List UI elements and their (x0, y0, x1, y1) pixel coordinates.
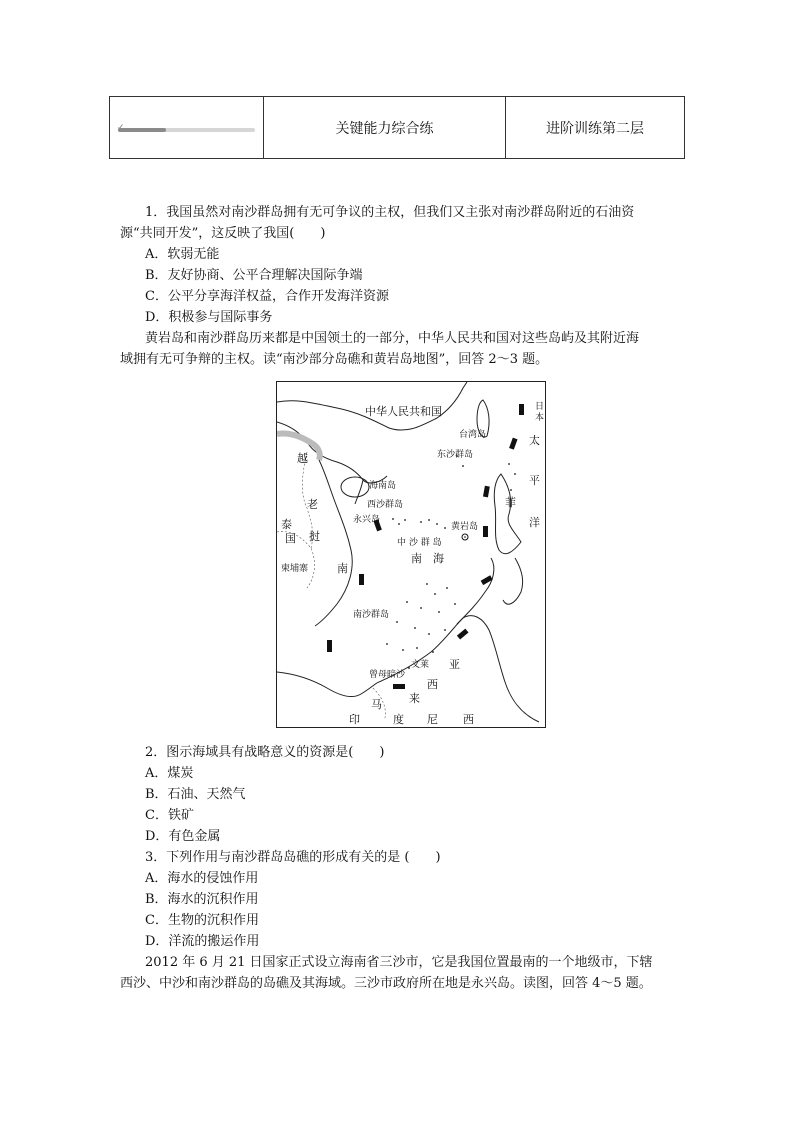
map-label-philippines: 菲 (505, 496, 516, 509)
island-dot (428, 633, 430, 635)
map-label-indonesia-2: 度 (393, 713, 404, 726)
luzon-island-shape (494, 474, 521, 554)
q1-stem-line2: 源“共同开发”，这反映了我国( ) (120, 226, 326, 241)
q2-option-a: A．煤炭 (145, 766, 194, 781)
intro1-line1: 黄岩岛和南沙群岛历来都是中国领土的一部分，中华人民共和国对这些岛屿及其附近海 (145, 331, 640, 346)
palawan-coast (457, 558, 494, 624)
map-label-taiwan: 台湾岛 (459, 430, 487, 440)
dash-line-6 (457, 629, 469, 640)
dash-line-5 (481, 575, 493, 585)
island-dot (508, 463, 510, 465)
map-label-china: 中华人民共和国 (365, 405, 442, 418)
map-label-xisha: 西沙群岛 (367, 500, 404, 510)
q1-option-d: D．积极参与国际事务 (145, 310, 273, 325)
map-label-indonesia-4: 西 (463, 713, 474, 726)
map-label-malaysia-3: 来 (409, 692, 420, 705)
dash-line-4 (483, 526, 488, 537)
island-dot (416, 647, 418, 649)
island-dot (510, 489, 512, 491)
dash-line-8 (327, 640, 332, 652)
map-label-nanhai: 南 海 (411, 552, 444, 565)
q3-option-c: C．生物的沉积作用 (145, 913, 259, 928)
map-label-indonesia-1: 印 (349, 713, 360, 726)
map-label-yongxing: 永兴岛 (353, 515, 381, 525)
map-label-indonesia-3: 尼 (427, 713, 438, 726)
map-label-malaysia-4: 马 (371, 698, 382, 711)
map-label-japan: 日本 (535, 402, 545, 423)
island-dot (438, 611, 440, 613)
map-label-huangyan: 黄岩岛 (451, 522, 479, 532)
header-progress-cell (110, 97, 264, 158)
island-dot (434, 593, 436, 595)
map-label-thailand-1: 泰 (281, 518, 292, 531)
map-label-pacific-1: 太 (529, 434, 540, 447)
island-dot (444, 629, 446, 631)
header-table (109, 96, 685, 159)
q1-option-a: A．软弱无能 (145, 247, 220, 262)
map-label-zengmu: 曾母暗沙 (369, 670, 406, 680)
q1-option-b: B．友好协商、公平合理解决国际争端 (145, 268, 363, 283)
malay-coastline (277, 672, 379, 696)
map-label-dongsha: 东沙群岛 (437, 450, 474, 460)
huangyan-marker-center (464, 536, 466, 538)
hainan-island-shape (341, 477, 369, 497)
map-label-brunei: 文莱 (411, 660, 430, 670)
island-dot (426, 583, 428, 585)
map-label-cambodia: 柬埔寨 (281, 564, 309, 574)
island-dot (396, 621, 398, 623)
q1-option-c: C．公平分享海洋权益，合作开发海洋资源 (145, 289, 389, 304)
progress-bar (118, 128, 255, 132)
q2-option-d: D．有色金属 (145, 829, 221, 844)
guangdong-coastline (277, 422, 387, 483)
island-dot (436, 523, 438, 525)
header-level-title: 进阶训练第二层 (546, 120, 644, 137)
map-label-laos-1: 老 (307, 498, 318, 511)
map-label-vietnam-south: 南 (337, 562, 348, 575)
dash-line-2 (509, 438, 517, 450)
island-dot (392, 518, 394, 520)
island-dot (404, 519, 406, 521)
intro2-line2: 西沙、中沙和南沙群岛的岛礁及其海域。三沙市政府所在地是永兴岛。读图，回答 4～5 题。 (120, 976, 652, 991)
island-dots (386, 455, 516, 669)
map-label-thailand-2: 国 (285, 532, 296, 545)
island-dot (420, 607, 422, 609)
map-label-zhongsha: 中 沙 群 岛 (397, 538, 442, 548)
dash-line-9 (359, 574, 364, 585)
island-dot (406, 601, 408, 603)
visayas-coast (503, 558, 523, 604)
q2-stem: 2．图示海域具有战略意义的资源是( ) (145, 745, 385, 760)
header-section-title: 关键能力综合练 (264, 97, 506, 158)
map-label-laos-2: 挝 (309, 530, 320, 543)
q2-option-c: C．铁矿 (145, 808, 194, 823)
map-label-vietnam: 越 (297, 452, 308, 465)
island-dot (454, 603, 456, 605)
dash-line-7 (393, 684, 405, 689)
map-label-hainan: 海南岛 (369, 481, 397, 491)
map-label-pacific-2: 平 (529, 474, 540, 487)
island-dot (428, 519, 430, 521)
dash-line-3 (483, 486, 490, 498)
island-dot (402, 649, 404, 651)
island-dot (514, 473, 516, 475)
south-china-sea-map (276, 381, 546, 728)
q3-stem: 3．下列作用与南沙群岛岛礁的形成有关的是 ( ) (145, 850, 441, 865)
island-dot (446, 587, 448, 589)
intro2-line1: 2012 年 6 月 21 日国家正式设立海南省三沙市，它是我国位置最南的一个地级市，下辖 (145, 955, 653, 970)
island-dot (462, 465, 464, 467)
q3-option-b: B．海水的沉积作用 (145, 892, 259, 907)
map-label-nansha: 南沙群岛 (353, 610, 390, 620)
map-label-malaysia-1: 亚 (449, 658, 460, 671)
q1-stem-line1: 1．我国虽然对南沙群岛拥有无可争议的主权，但我们又主张对南沙群岛附近的石油资 (145, 205, 635, 220)
island-dot (408, 667, 410, 669)
island-dot (444, 527, 446, 529)
q3-option-d: D．洋流的搬运作用 (145, 934, 260, 949)
q3-option-a: A．海水的侵蚀作用 (145, 871, 259, 886)
q2-option-b: B．石油、天然气 (145, 787, 246, 802)
progress-fill (118, 128, 166, 132)
island-dot (414, 627, 416, 629)
island-dot (398, 523, 400, 525)
dash-line-1 (519, 404, 524, 415)
leizhou-coast (355, 480, 363, 504)
intro1-line2: 域拥有无可争辩的主权。读“南沙部分岛礁和黄岩岛地图”，回答 2～3 题。 (120, 352, 549, 367)
map-label-malaysia-2: 西 (427, 678, 438, 691)
island-dot (386, 643, 388, 645)
island-dot (420, 521, 422, 523)
island-dot (432, 651, 434, 653)
map-label-pacific-3: 洋 (529, 516, 540, 529)
vietnam-coastline (315, 460, 352, 626)
